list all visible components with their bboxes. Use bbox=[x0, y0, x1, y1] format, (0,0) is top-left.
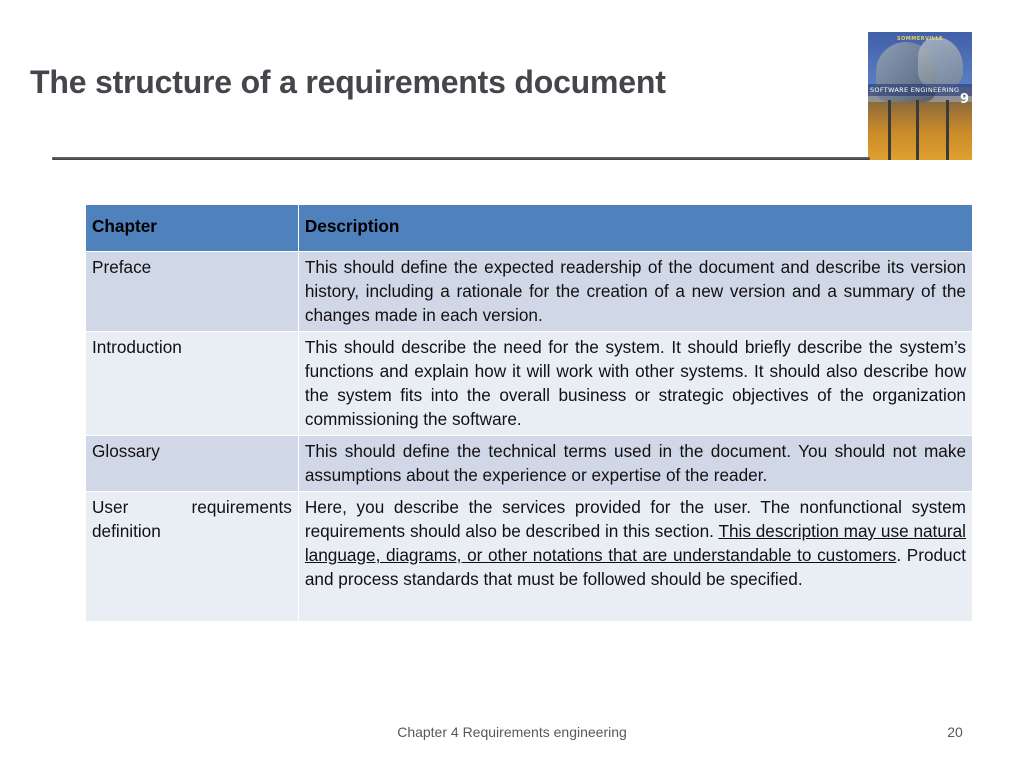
book-cover-image bbox=[868, 32, 972, 160]
requirements-structure-table bbox=[85, 204, 973, 622]
chapter-cell: Introduction bbox=[86, 332, 299, 436]
cover-post bbox=[946, 100, 949, 160]
title-divider bbox=[52, 157, 870, 160]
chapter-cell: Preface bbox=[86, 252, 299, 332]
header-description: Description bbox=[298, 205, 972, 252]
description-cell: This should define the technical terms used in the document. You should not make assumptions about the experience or expertise of the reader. bbox=[298, 436, 972, 492]
chapter-cell: Glossary bbox=[86, 436, 299, 492]
cover-post bbox=[916, 100, 919, 160]
cover-title: SOFTWARE ENGINEERING bbox=[870, 86, 960, 94]
cover-edition: 9 bbox=[959, 92, 969, 107]
cover-post bbox=[888, 100, 891, 160]
description-cell: This should define the expected readership of the document and describe its version history, including a rationale for the creation of a new version and a summary of the changes made in each version. bbox=[298, 252, 972, 332]
footer-chapter-label: Chapter 4 Requirements engineering bbox=[397, 724, 627, 740]
cover-ground bbox=[868, 102, 972, 160]
slide-title: The structure of a requirements document bbox=[30, 64, 666, 100]
chapter-cell: User requirements definition bbox=[86, 492, 299, 622]
underlined-text: This description may use natural language, diagrams, or other notations that are understandable to customers bbox=[304, 521, 966, 565]
table-row bbox=[86, 252, 973, 332]
description-text: Here, you describe the services provided for the user. The nonfunctional system requirements should also be described in this section. bbox=[304, 497, 966, 541]
description-text: . Product and process standards that must be followed should be specified. bbox=[304, 545, 966, 589]
table-row bbox=[86, 492, 973, 622]
page-number: 20 bbox=[947, 724, 963, 740]
table-row bbox=[86, 332, 973, 436]
description-cell bbox=[298, 492, 972, 622]
cover-author: SOMMERVILLE bbox=[896, 36, 944, 42]
table-row bbox=[86, 436, 973, 492]
header-chapter: Chapter bbox=[86, 205, 299, 252]
table-header-row bbox=[86, 205, 973, 252]
description-cell: This should describe the need for the system. It should briefly describe the system’s functions and explain how it will work with other systems. It should also describe how the system fits into the overall business or strategic objectives of the organization commissioning the software. bbox=[298, 332, 972, 436]
